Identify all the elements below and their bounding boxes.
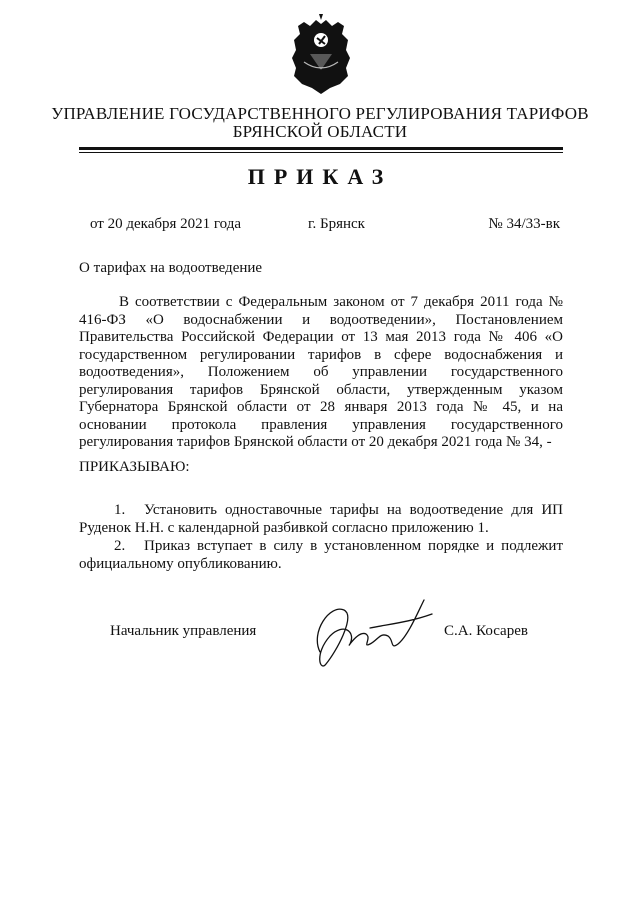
order-item-text: Приказ вступает в силу в установленном порядке и подлежит официальному опубликованию. bbox=[79, 538, 563, 572]
document-date: от 20 декабря 2021 года bbox=[90, 216, 242, 232]
organization-name-line1: УПРАВЛЕНИЕ ГОСУДАРСТВЕННОГО РЕГУЛИРОВАНИЯ ТАРИФОВ bbox=[51, 104, 589, 123]
preamble-paragraph: В соответствии с Федеральным законом от 7 декабря 2011 года № 416-ФЗ «О водоснабжении и водоотведении», Постановлением Правительства Российской Федерации от 13 мая 2013 года № 406 «О государственном регулировании тарифов в сфере водоснабжения и водоотведения», Положением об управлении государственного регулирования тарифов Брянской области, утвержденным указом Губернатора Брянской области от 28 января 2013 года № 45, и на основании протокола правления управления государственного регулирования тарифов Брянской области от 20 декабря 2021 года № 34, - bbox=[79, 294, 563, 450]
order-word: ПРИКАЗЫВАЮ: bbox=[79, 459, 190, 475]
signature-icon bbox=[300, 592, 440, 674]
document-title: ПРИКАЗ bbox=[247, 164, 393, 189]
organization-name-line2: БРЯНСКОЙ ОБЛАСТИ bbox=[232, 122, 408, 141]
order-item-text: Установить одноставочные тарифы на водоотведение для ИП Руденок Н.Н. с календарной разбивкой согласно приложению 1. bbox=[79, 502, 563, 536]
order-item bbox=[79, 537, 563, 573]
document-subject: О тарифах на водоотведение bbox=[79, 260, 263, 276]
signatory-role: Начальник управления bbox=[110, 623, 257, 639]
header-thick-rule bbox=[79, 147, 563, 150]
header-thin-rule bbox=[79, 152, 563, 153]
signatory-name: С.А. Косарев bbox=[444, 623, 528, 639]
order-item-number: 2. bbox=[114, 538, 126, 554]
coat-of-arms-icon bbox=[290, 14, 352, 94]
document-city: г. Брянск bbox=[308, 216, 365, 232]
order-item-number: 1. bbox=[114, 502, 126, 518]
order-item bbox=[79, 501, 563, 537]
document-number: № 34/33-вк bbox=[488, 216, 560, 232]
